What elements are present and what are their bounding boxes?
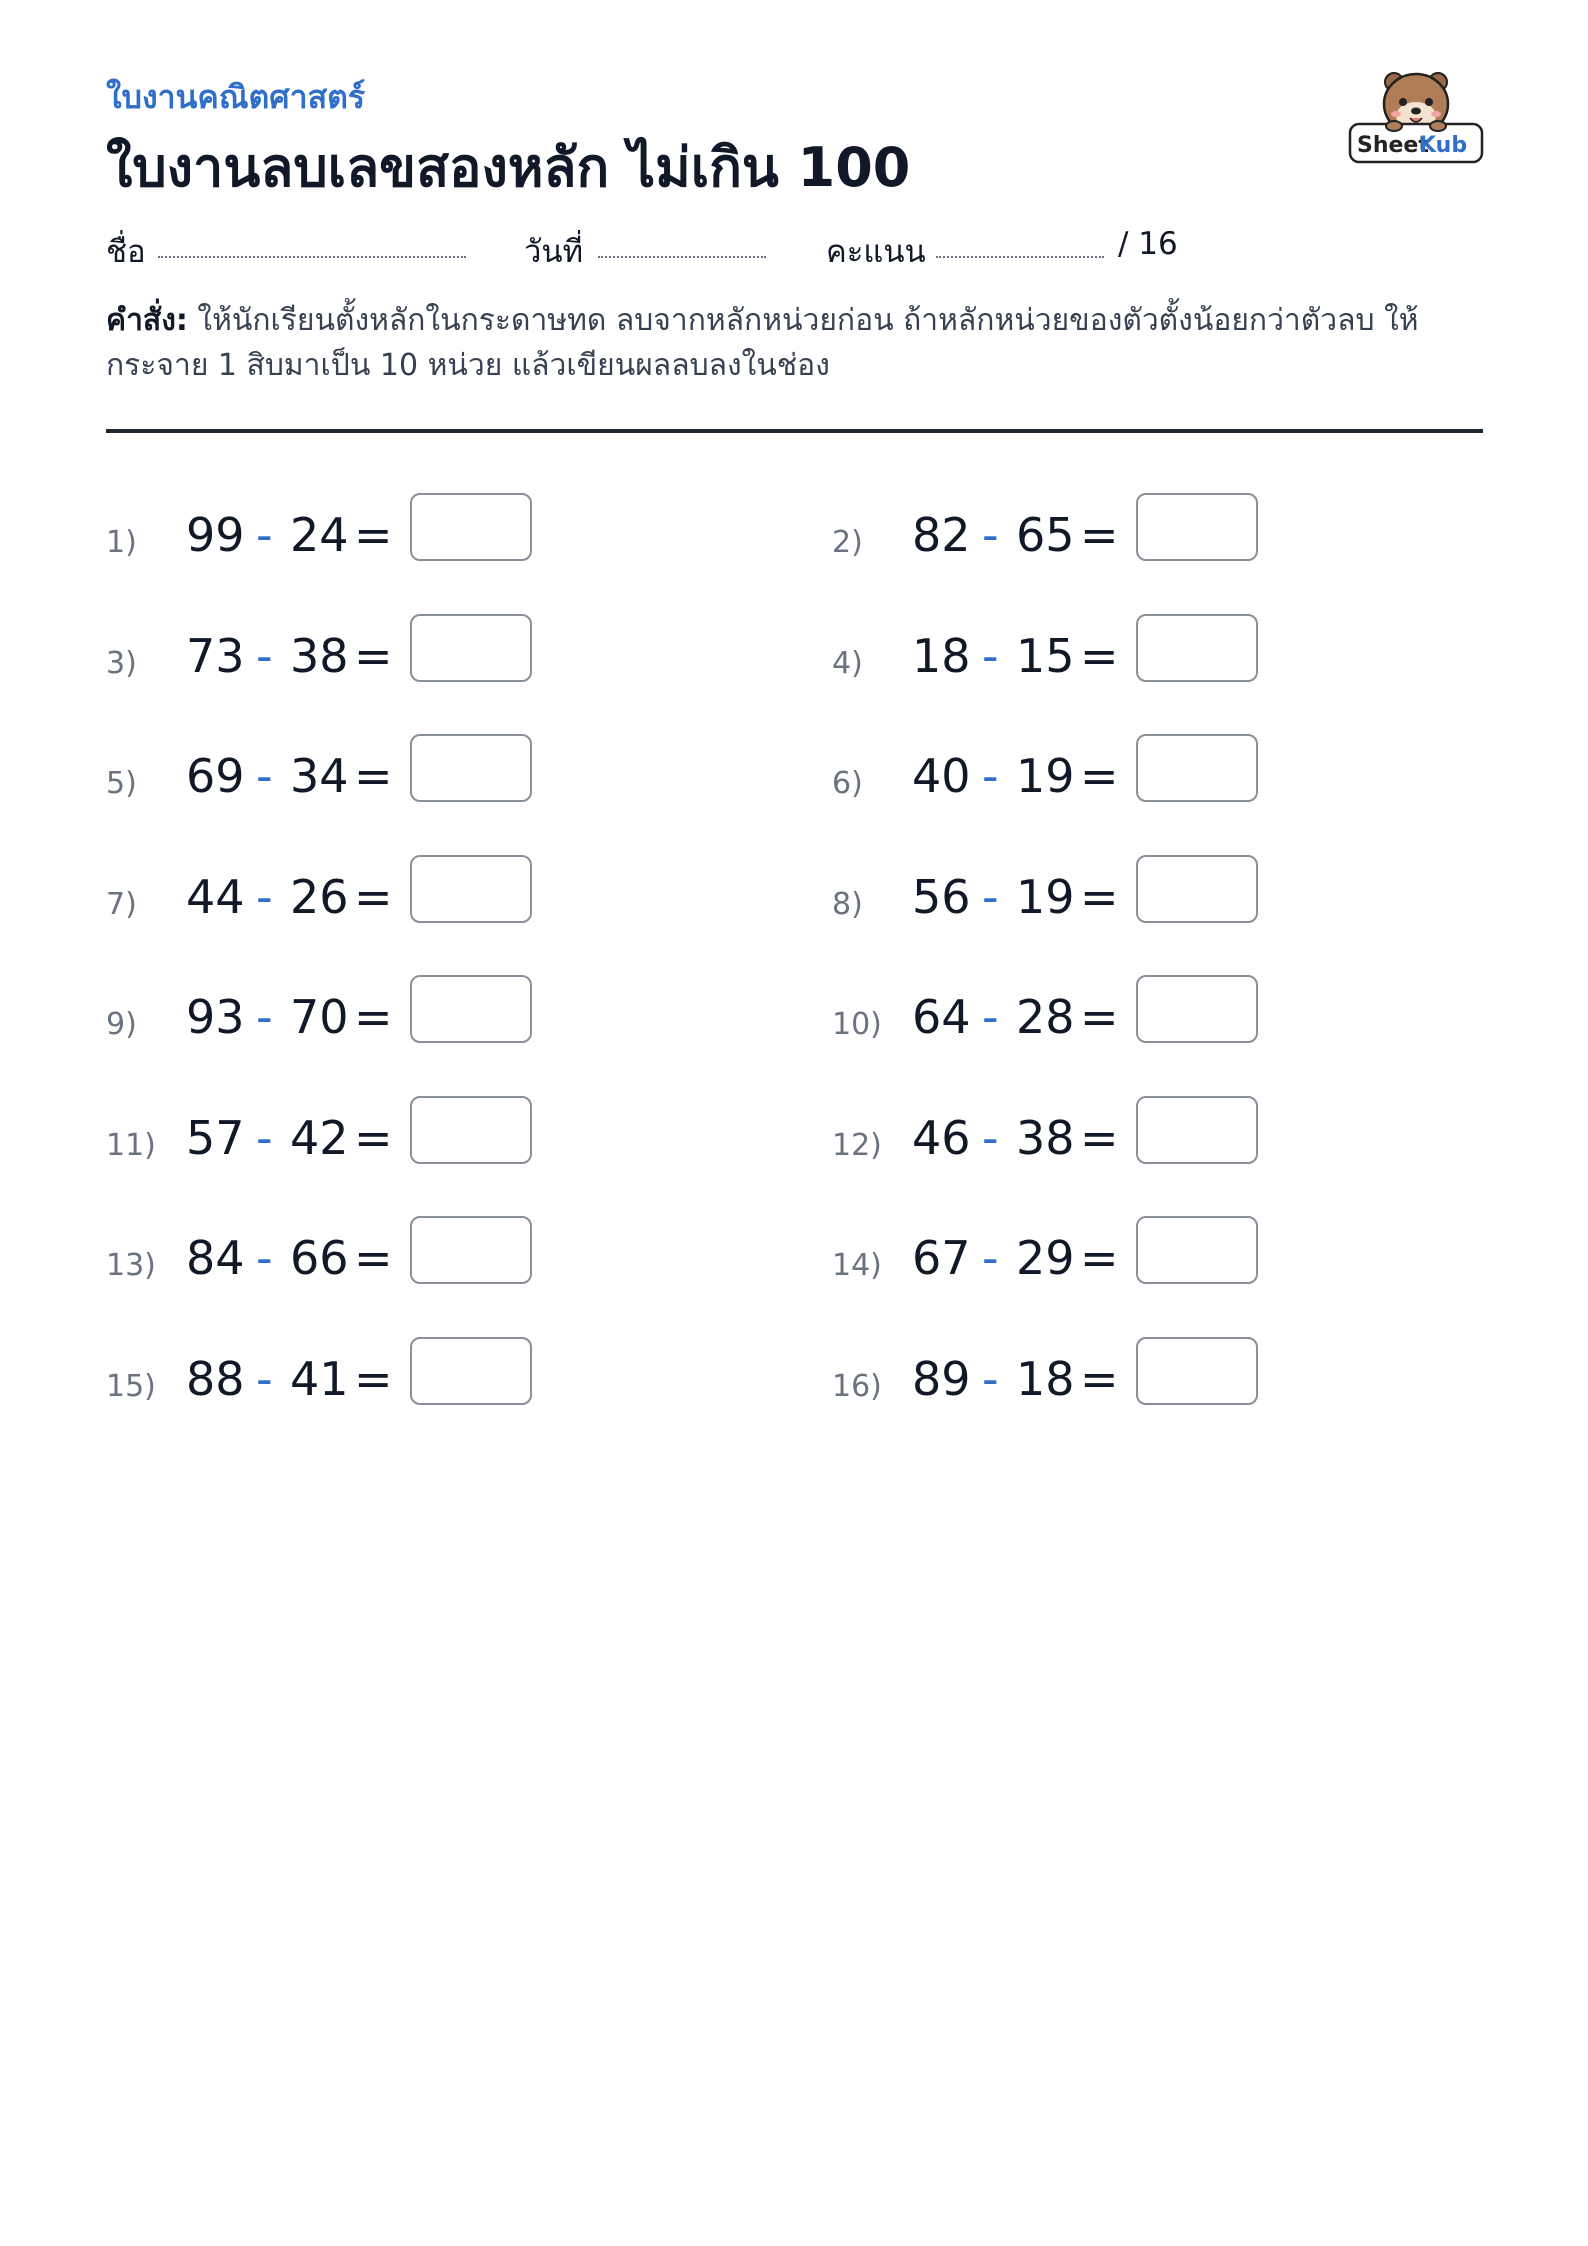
instruction-text	[106, 298, 1486, 388]
problem-item	[106, 1096, 546, 1166]
subtrahend: 15	[1016, 629, 1075, 683]
answer-box[interactable]	[410, 1216, 532, 1284]
minus-sign: -	[256, 629, 273, 683]
minus-sign: -	[982, 1111, 999, 1165]
problem-item	[832, 1216, 1272, 1286]
equals-sign: =	[354, 508, 393, 562]
equals-sign: =	[1080, 1111, 1119, 1165]
minuend: 46	[912, 1111, 971, 1165]
problem-item	[106, 855, 546, 925]
problem-number: 15)	[106, 1369, 156, 1404]
problem-number: 3)	[106, 646, 137, 681]
minuend: 67	[912, 1231, 971, 1285]
answer-box[interactable]	[1136, 1096, 1258, 1164]
minuend: 57	[186, 1111, 245, 1165]
minuend: 56	[912, 870, 971, 924]
subtrahend: 65	[1016, 508, 1075, 562]
minus-sign: -	[982, 870, 999, 924]
subtrahend: 42	[290, 1111, 349, 1165]
minuend: 82	[912, 508, 971, 562]
date-field[interactable]	[598, 256, 766, 258]
minus-sign: -	[982, 629, 999, 683]
problem-item	[106, 1337, 546, 1407]
problem-number: 13)	[106, 1248, 156, 1283]
instruction-label: คำสั่ง:	[106, 303, 188, 338]
problem-number: 9)	[106, 1007, 137, 1042]
answer-box[interactable]	[1136, 1216, 1258, 1284]
problem-item	[832, 614, 1272, 684]
problem-number: 2)	[832, 525, 863, 560]
page-title: ใบงานลบเลขสองหลัก ไม่เกิน 100	[106, 136, 911, 199]
subtrahend: 34	[290, 749, 349, 803]
minus-sign: -	[256, 990, 273, 1044]
minus-sign: -	[256, 1111, 273, 1165]
answer-box[interactable]	[410, 1096, 532, 1164]
problem-item	[832, 734, 1272, 804]
minuend: 64	[912, 990, 971, 1044]
problem-item	[106, 493, 546, 563]
score-label: คะแนน	[826, 234, 926, 270]
minus-sign: -	[982, 749, 999, 803]
svg-text:Sheet: Sheet	[1357, 133, 1429, 158]
problem-number: 11)	[106, 1128, 156, 1163]
minus-sign: -	[982, 1231, 999, 1285]
minus-sign: -	[256, 870, 273, 924]
subtrahend: 41	[290, 1352, 349, 1406]
answer-box[interactable]	[410, 493, 532, 561]
answer-box[interactable]	[410, 1337, 532, 1405]
problem-item	[832, 1337, 1272, 1407]
problem-item	[106, 614, 546, 684]
name-field[interactable]	[158, 256, 466, 258]
problem-number: 7)	[106, 887, 137, 922]
equals-sign: =	[354, 870, 393, 924]
minus-sign: -	[256, 508, 273, 562]
equals-sign: =	[1080, 629, 1119, 683]
subtrahend: 19	[1016, 749, 1075, 803]
subtrahend: 38	[290, 629, 349, 683]
score-field[interactable]	[936, 256, 1104, 258]
minuend: 84	[186, 1231, 245, 1285]
problem-number: 8)	[832, 887, 863, 922]
minuend: 18	[912, 629, 971, 683]
equals-sign: =	[1080, 990, 1119, 1044]
problem-item	[106, 734, 546, 804]
student-info-fields	[0, 226, 1588, 276]
problem-item	[106, 1216, 546, 1286]
answer-box[interactable]	[1136, 855, 1258, 923]
equals-sign: =	[1080, 749, 1119, 803]
minus-sign: -	[982, 508, 999, 562]
answer-box[interactable]	[1136, 493, 1258, 561]
problem-number: 14)	[832, 1248, 882, 1283]
problem-number: 16)	[832, 1369, 882, 1404]
answer-box[interactable]	[1136, 734, 1258, 802]
answer-box[interactable]	[410, 614, 532, 682]
answer-box[interactable]	[410, 855, 532, 923]
minus-sign: -	[982, 1352, 999, 1406]
subtrahend: 29	[1016, 1231, 1075, 1285]
equals-sign: =	[1080, 870, 1119, 924]
otter-mascot-icon	[1346, 62, 1486, 168]
equals-sign: =	[354, 1111, 393, 1165]
answer-box[interactable]	[410, 975, 532, 1043]
minuend: 40	[912, 749, 971, 803]
name-label: ชื่อ	[106, 234, 146, 270]
answer-box[interactable]	[1136, 975, 1258, 1043]
subtrahend: 66	[290, 1231, 349, 1285]
subtrahend: 28	[1016, 990, 1075, 1044]
answer-box[interactable]	[1136, 614, 1258, 682]
problem-number: 12)	[832, 1128, 882, 1163]
date-label: วันที่	[524, 234, 584, 270]
subtrahend: 38	[1016, 1111, 1075, 1165]
problem-item	[832, 1096, 1272, 1166]
subtrahend: 26	[290, 870, 349, 924]
equals-sign: =	[354, 1352, 393, 1406]
minuend: 44	[186, 870, 245, 924]
subtrahend: 24	[290, 508, 349, 562]
minuend: 93	[186, 990, 245, 1044]
equals-sign: =	[1080, 1352, 1119, 1406]
answer-box[interactable]	[410, 734, 532, 802]
problem-number: 6)	[832, 766, 863, 801]
problem-item	[832, 855, 1272, 925]
minuend: 69	[186, 749, 245, 803]
minuend: 89	[912, 1352, 971, 1406]
minuend: 99	[186, 508, 245, 562]
answer-box[interactable]	[1136, 1337, 1258, 1405]
minus-sign: -	[982, 990, 999, 1044]
problem-number: 1)	[106, 525, 137, 560]
svg-text:Kub: Kub	[1419, 133, 1468, 158]
instruction-body: ให้นักเรียนตั้งหลักในกระดาษทด ลบจากหลักหน่วยก่อน ถ้าหลักหน่วยของตัวตั้งน้อยกว่าตัวลบ ให้กระจาย 1 สิบมาเป็น 10 หน่วย แล้วเขียนผลลบลงในช่อง	[106, 303, 1419, 383]
problem-number: 10)	[832, 1007, 882, 1042]
equals-sign: =	[1080, 508, 1119, 562]
sheetkub-logo	[1346, 62, 1486, 168]
minuend: 88	[186, 1352, 245, 1406]
header-divider	[106, 429, 1483, 433]
problem-number: 4)	[832, 646, 863, 681]
problem-item	[106, 975, 546, 1045]
equals-sign: =	[354, 990, 393, 1044]
worksheet-category: ใบงานคณิตศาสตร์	[106, 78, 366, 116]
problem-number: 5)	[106, 766, 137, 801]
subtrahend: 18	[1016, 1352, 1075, 1406]
equals-sign: =	[354, 749, 393, 803]
problem-item	[832, 975, 1272, 1045]
minus-sign: -	[256, 749, 273, 803]
equals-sign: =	[1080, 1231, 1119, 1285]
problem-item	[832, 493, 1272, 563]
minuend: 73	[186, 629, 245, 683]
minus-sign: -	[256, 1352, 273, 1406]
subtrahend: 19	[1016, 870, 1075, 924]
equals-sign: =	[354, 1231, 393, 1285]
subtrahend: 70	[290, 990, 349, 1044]
minus-sign: -	[256, 1231, 273, 1285]
equals-sign: =	[354, 629, 393, 683]
score-total: / 16	[1118, 226, 1178, 262]
